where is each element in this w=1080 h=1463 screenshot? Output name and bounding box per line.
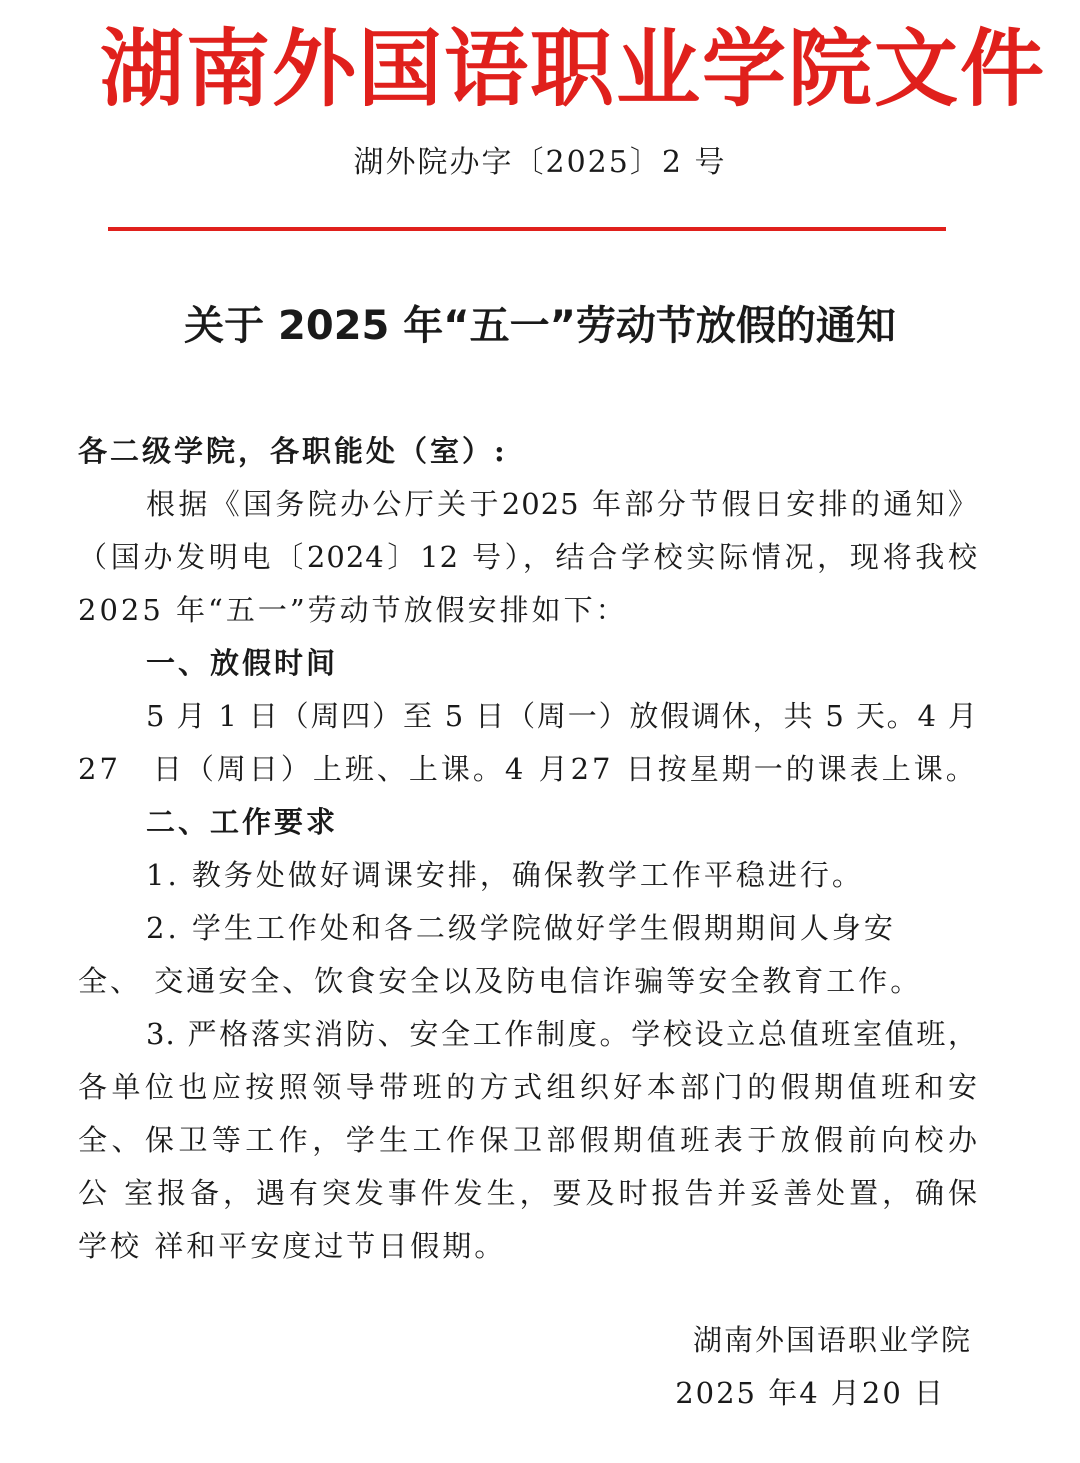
- section-heading-holiday-time: 一、放假时间: [146, 646, 339, 680]
- intro-line-2: （国办发明电〔2024〕12 号），结合学校实际情况，现将我校: [78, 540, 978, 574]
- holiday-time-line-2: 27 日（周日）上班、上课。4 月27 日按星期一的课表上课。: [78, 752, 978, 786]
- holiday-time-line-1: 5 月 1 日（周四）至 5 日（周一）放假调休，共 5 天。4 月: [146, 699, 978, 733]
- red-divider-line: [108, 227, 946, 231]
- requirement-3-line-3: 全、保卫等工作，学生工作保卫部假期值班表于放假前向校办: [78, 1123, 978, 1157]
- intro-line-1: 根据《国务院办公厅关于2025 年部分节假日安排的通知》: [146, 487, 978, 521]
- document-number: 湖外院办字〔2025〕2 号: [353, 145, 727, 180]
- requirement-3-line-4: 公 室报备，遇有突发事件发生，要及时报告并妥善处置，确保: [78, 1176, 978, 1210]
- signature-date: 2025 年4 月20 日: [675, 1376, 945, 1410]
- requirement-2-line-2: 全、 交通安全、饮食安全以及防电信诈骗等安全教育工作。: [78, 964, 923, 998]
- requirement-3-line-1: 3. 严格落实消防、安全工作制度。学校设立总值班室值班，: [146, 1017, 978, 1051]
- signature-organization: 湖南外国语职业学院: [692, 1323, 972, 1357]
- notice-body: [78, 425, 978, 1273]
- intro-line-3: 2025 年“五一”劳动节放假安排如下：: [78, 593, 628, 627]
- requirement-2-line-1: 2. 学生工作处和各二级学院做好学生假期期间人身安: [146, 911, 896, 945]
- requirement-3-line-5: 学校 祥和平安度过节日假期。: [78, 1229, 507, 1263]
- requirement-1-line-1: 1. 教务处做好调课安排，确保教学工作平稳进行。: [146, 858, 864, 892]
- notice-title: 关于 2025 年“五一”劳动节放假的通知: [184, 303, 896, 349]
- section-heading-work-requirements: 二、工作要求: [146, 805, 339, 839]
- salutation: 各二级学院，各职能处（室）:: [78, 434, 508, 468]
- requirement-3-line-2: 各单位也应按照领导带班的方式组织好本部门的假期值班和安: [78, 1070, 978, 1104]
- document-masthead: 湖南外国语职业学院文件: [100, 20, 1047, 118]
